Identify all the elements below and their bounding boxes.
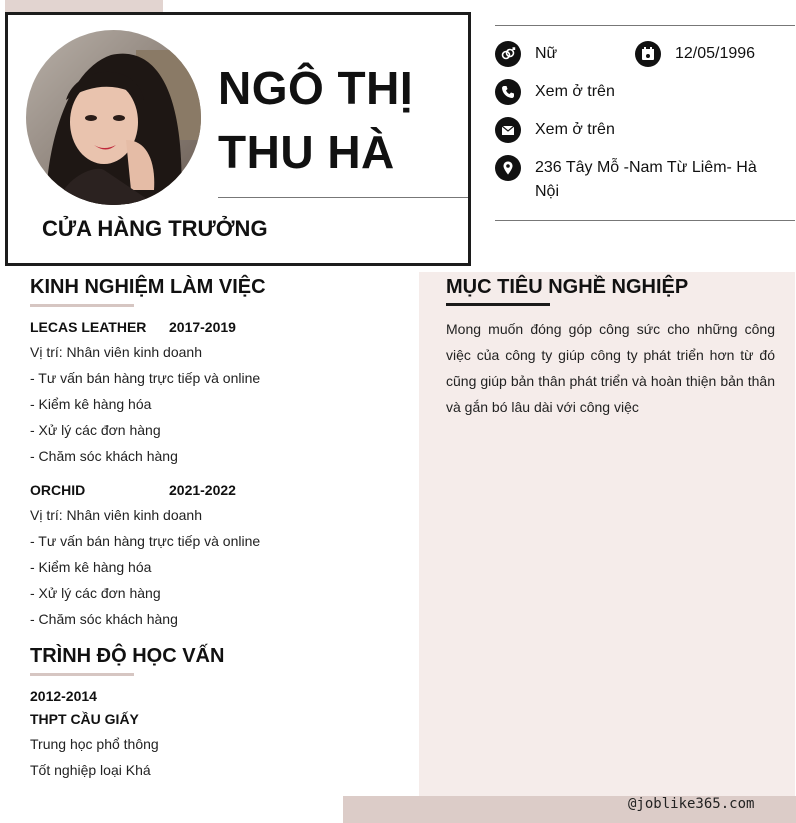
education-line: Tốt nghiệp loại Khá: [30, 762, 151, 778]
job-2-company: ORCHID: [30, 482, 86, 498]
objective-underline: [446, 303, 550, 306]
name-line-1: NGÔ THỊ: [218, 62, 414, 114]
phone-icon: [495, 79, 521, 105]
name-divider: [218, 197, 468, 198]
birthday-value: 12/05/1996: [675, 45, 756, 62]
job-2-line: - Chăm sóc khách hàng: [30, 611, 178, 627]
job-1-line: Vị trí: Nhân viên kinh doanh: [30, 344, 202, 360]
info-bottom-divider: [495, 220, 795, 221]
education-period: 2012-2014: [30, 688, 97, 704]
location-icon: [495, 155, 521, 181]
brand-watermark: @joblike365.com: [628, 796, 755, 812]
job-2-period: 2021-2022: [169, 482, 236, 498]
job-2-line: - Kiểm kê hàng hóa: [30, 559, 152, 575]
address-line-1: 236 Tây Mỗ -Nam Từ Liêm- Hà: [535, 159, 757, 176]
email-value: Xem ở trên: [535, 121, 615, 138]
calendar-icon: [635, 41, 661, 67]
education-line: Trung học phổ thông: [30, 736, 159, 752]
job-1-period: 2017-2019: [169, 319, 236, 335]
education-section-title: TRÌNH ĐỘ HỌC VẤN: [30, 645, 225, 667]
objective-text: Mong muốn đóng góp công sức cho những công việc của công ty giúp công ty phát triển hơn từ đó cũng giúp bản thân phát triển và hoàn thiện bản thân và gắn bó lâu dài với công việc: [446, 321, 775, 415]
job-1-line: - Tư vấn bán hàng trực tiếp và online: [30, 370, 261, 386]
info-top-divider: [495, 25, 795, 26]
candidate-name: [218, 56, 413, 184]
gender-value: Nữ: [535, 45, 558, 62]
job-1-line: - Xử lý các đơn hàng: [30, 422, 161, 438]
gender-icon: [495, 41, 521, 67]
address-line-2: Nội: [535, 183, 560, 200]
objective-section-title: MỤC TIÊU NGHỀ NGHIỆP: [446, 276, 689, 298]
job-2-line: - Tư vấn bán hàng trực tiếp và online: [30, 533, 261, 549]
experience-section-title: KINH NGHIỆM LÀM VIỆC: [30, 276, 266, 298]
job-1-company: LECAS LEATHER: [30, 319, 147, 335]
job-1-line: - Kiểm kê hàng hóa: [30, 396, 152, 412]
education-school: THPT CẦU GIẤY: [30, 711, 139, 727]
experience-underline: [30, 304, 134, 307]
address-value: [535, 156, 775, 204]
name-line-2: THU HÀ: [218, 126, 395, 178]
job-1-line: - Chăm sóc khách hàng: [30, 448, 178, 464]
job-title: CỬA HÀNG TRƯỞNG: [42, 216, 268, 241]
phone-value: Xem ở trên: [535, 83, 615, 100]
job-2-line: - Xử lý các đơn hàng: [30, 585, 161, 601]
job-2-line: Vị trí: Nhân viên kinh doanh: [30, 507, 202, 523]
email-icon: [495, 117, 521, 143]
avatar: [26, 30, 201, 205]
education-underline: [30, 673, 134, 676]
